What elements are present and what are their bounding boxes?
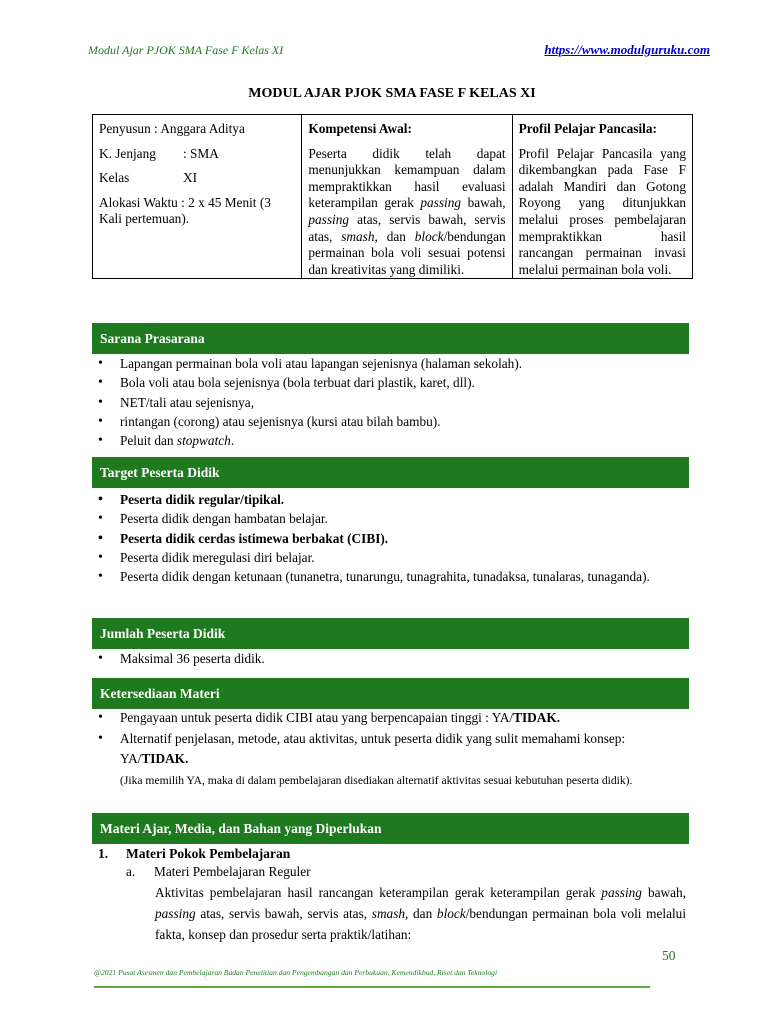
pancasila-profile-text: Profil Pelajar Pancasila yang dikembangkan pada Fase F adalah Mandiri dan Gotong Royong yang ditunjukkan melalui proses pembelajaran mempraktikkan hasil rancangan permainan invasi melalui permainan bola voli. (518, 145, 686, 277)
materi-section-heading (98, 846, 290, 862)
author-line: Penyusun : Anggara Aditya (99, 121, 245, 136)
section-number: 1. (98, 846, 109, 861)
section-bar-sarana: Sarana Prasarana (92, 323, 689, 354)
pancasila-profile-heading: Profil Pelajar Pancasila: (518, 121, 657, 136)
subsection-letter: a. (126, 864, 136, 879)
sarana-list (98, 354, 686, 450)
initial-competence-text: Peserta didik telah dapat menunjukkan kemampuan dalam mempraktikkan hasil evaluasi keterampilan gerak passing bawah, passing atas, servis bawah, servis atas, smash, dan block/bendungan permainan bola voli sesuai potensi dan kreativitas yang dimiliki. (308, 145, 506, 277)
materi-subsection-heading (126, 864, 311, 880)
level-label: K. Jenjang (99, 145, 156, 161)
materi-paragraph: Aktivitas pembelajaran hasil rancangan keterampilan gerak keterampilan gerak passing bawah, passing atas, servis bawah, servis atas, smash, dan block/bendungan permainan bola voli melalui fakta, konsep dan prosedur serta praktik/latihan: (155, 885, 687, 942)
page-number: 50 (662, 948, 676, 963)
initial-competence-heading: Kompetensi Awal: (308, 121, 412, 136)
list-item: • Lapangan permainan bola voli atau lapangan sejenisnya (halaman sekolah). (98, 354, 686, 373)
initial-competence-cell (302, 115, 512, 279)
section-bar-target: Target Peserta Didik (92, 457, 689, 488)
time-allocation: Alokasi Waktu : 2 x 45 Menit (3 Kali pertemuan). (99, 194, 271, 227)
pancasila-profile-cell (512, 115, 692, 279)
ketersediaan-list (98, 708, 686, 790)
list-item: • Bola voli atau bola sejenisnya (bola terbuat dari plastik, karet, dll). (98, 373, 686, 392)
list-item: • rintangan (corong) atau sejenisnya (kursi atau bilah bambu). (98, 412, 686, 431)
list-item: • Peluit dan stopwatch. (98, 431, 686, 450)
module-info-table (92, 114, 693, 279)
list-item: • Pengayaan untuk peserta didik CIBI atau yang berpencapaian tinggi : YA/TIDAK. (98, 708, 686, 729)
footer-divider (94, 986, 650, 988)
section-title: Materi Pokok Pembelajaran (126, 846, 291, 861)
section-bar-jumlah: Jumlah Peserta Didik (92, 618, 689, 649)
list-item: • Peserta didik meregulasi diri belajar. (98, 548, 686, 567)
list-item: • Alternatif penjelasan, metode, atau aktivitas, untuk peserta didik yang sulit memahami konsep: YA/TIDAK. (Jika memilih YA, maka di dalam pembelajaran disediakan alternatif aktivitas sesuai kebutuhan peserta didik). (98, 729, 686, 790)
level-line (99, 146, 295, 163)
list-item: • Peserta didik regular/tipikal. (98, 490, 686, 509)
class-value: XI (183, 170, 198, 186)
document-title: MODUL AJAR PJOK SMA FASE F KELAS XI (248, 86, 536, 101)
level-value: : SMA (183, 145, 219, 161)
identity-cell (93, 115, 302, 279)
availability-note: (Jika memilih YA, maka di dalam pembelajaran disediakan alternatif aktivitas sesuai kebutuhan peserta didik). (120, 773, 633, 787)
section-bar-materi: Materi Ajar, Media, dan Bahan yang Diperlukan (92, 813, 689, 844)
header-website-link[interactable]: https://www.modulguruku.com (544, 42, 710, 57)
class-label: Kelas (99, 170, 130, 186)
list-item: • Peserta didik cerdas istimewa berbakat (CIBI). (98, 529, 686, 548)
list-item: • Peserta didik dengan hambatan belajar. (98, 509, 686, 528)
footer-copyright: @2021 Pusat Asesmen dan Pembelajaran Badan Penelitian dan Pengembangan dan Perbukuan, Kemendikbud, Riset dan Teknologi (94, 968, 498, 977)
section-bar-ketersediaan: Ketersediaan Materi (92, 678, 689, 709)
list-item: • Maksimal 36 peserta didik. (98, 649, 686, 668)
list-item: • Peserta didik dengan ketunaan (tunanetra, tunarungu, tunagrahita, tunadaksa, tunalaras, tunaganda). (98, 567, 686, 586)
header-module-title: Modul Ajar PJOK SMA Fase F Kelas XI (88, 43, 284, 57)
target-list (98, 490, 686, 586)
subsection-title: Materi Pembelajaran Reguler (154, 864, 311, 879)
list-item: • NET/tali atau sejenisnya, (98, 393, 686, 412)
jumlah-list (98, 649, 686, 668)
class-line (99, 170, 295, 187)
